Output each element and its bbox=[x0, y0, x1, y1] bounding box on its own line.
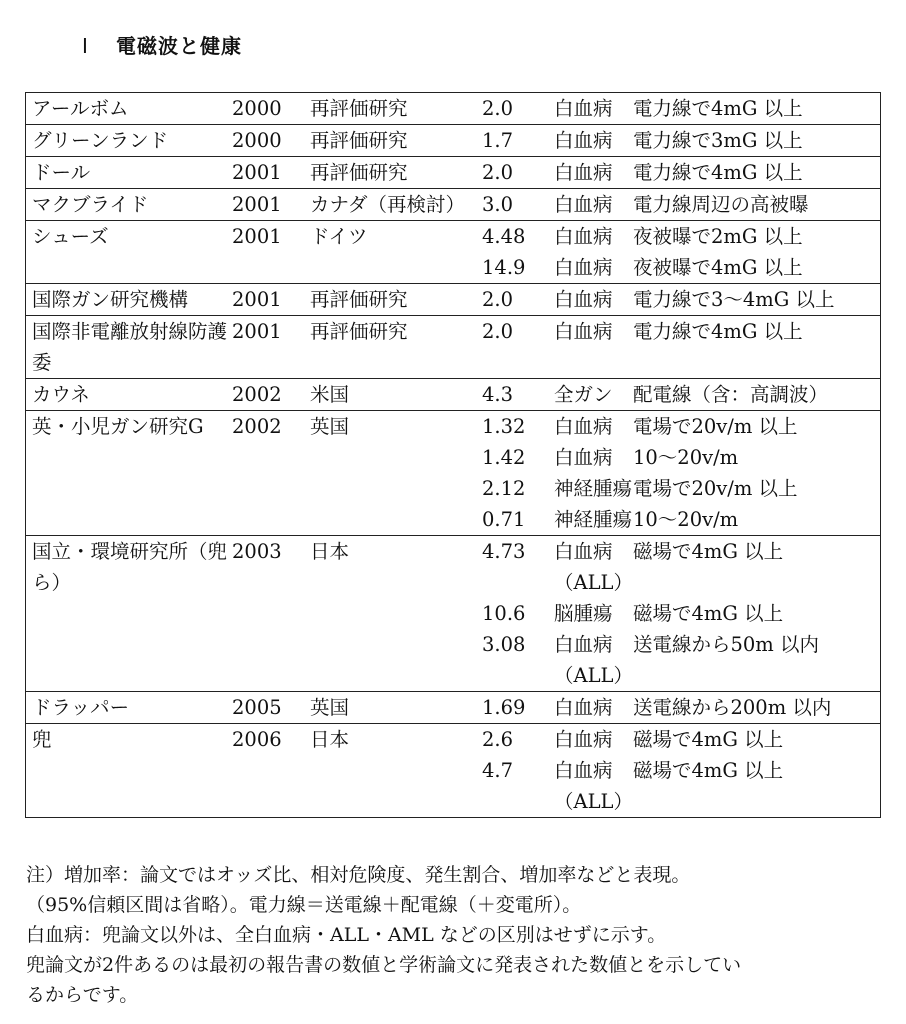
study-country: 日本 bbox=[310, 724, 482, 756]
study-author: 英・小児ガン研究G bbox=[26, 411, 233, 443]
study-year bbox=[232, 598, 310, 629]
exposure-condition: 電場で20v/m 以上 bbox=[632, 477, 798, 500]
table-row bbox=[26, 504, 881, 536]
table-row bbox=[26, 724, 881, 756]
exposure-condition: 送電線から50m 以内 bbox=[632, 633, 819, 656]
risk-ratio-value: 14.9 bbox=[482, 256, 526, 279]
table-row bbox=[26, 252, 881, 284]
exposure-condition: 夜被曝で2mG 以上 bbox=[633, 221, 881, 253]
table-row bbox=[26, 411, 881, 443]
disease-name: 白血病 bbox=[554, 221, 633, 253]
study-country bbox=[310, 755, 482, 818]
note-line: （95%信頼区間は省略）。電力線＝送電線＋配電線（＋変電所）。 bbox=[26, 894, 582, 916]
study-country bbox=[310, 252, 482, 284]
page-header bbox=[82, 30, 242, 59]
risk-ratio-value: 1.42 bbox=[482, 446, 526, 469]
study-country: 再評価研究 bbox=[310, 93, 482, 125]
disease-name: 白血病 bbox=[554, 316, 633, 379]
disease-name: 白血病 bbox=[554, 256, 613, 279]
table-row bbox=[26, 189, 881, 221]
table-row bbox=[26, 379, 881, 411]
study-country: カナダ（再検討） bbox=[310, 189, 482, 221]
study-year: 2001 bbox=[232, 316, 310, 379]
study-author: マクブライド bbox=[26, 189, 233, 221]
risk-ratio-value: 2.0 bbox=[482, 93, 554, 125]
exposure-condition: 磁場で4mG 以上 bbox=[633, 724, 881, 756]
study-year: 2001 bbox=[232, 189, 310, 221]
risk-ratio-value: 2.0 bbox=[482, 157, 554, 189]
study-country: 再評価研究 bbox=[310, 125, 482, 157]
risk-ratio-value: 1.7 bbox=[482, 125, 554, 157]
disease-name: 白血病 bbox=[554, 411, 633, 443]
exposure-condition: 配電線（含：高調波） bbox=[633, 379, 881, 411]
study-country: 日本 bbox=[310, 536, 482, 599]
study-country: ドイツ bbox=[310, 221, 482, 253]
table-row bbox=[26, 221, 881, 253]
study-author: ドラッパー bbox=[26, 692, 233, 724]
study-country: 再評価研究 bbox=[310, 157, 482, 189]
study-year bbox=[232, 442, 310, 473]
study-country bbox=[310, 442, 482, 473]
study-author: 国際ガン研究機構 bbox=[26, 284, 233, 316]
disease-name: 白血病 bbox=[554, 692, 633, 724]
table-row bbox=[26, 692, 881, 724]
disease-name: 神経腫瘍 bbox=[554, 477, 633, 500]
exposure-condition: 電力線で4mG 以上 bbox=[633, 93, 881, 125]
study-author: アールボム bbox=[26, 93, 233, 125]
disease-name: 白血病 bbox=[554, 189, 633, 221]
study-country: 再評価研究 bbox=[310, 284, 482, 316]
study-country: 英国 bbox=[310, 692, 482, 724]
study-year: 2002 bbox=[232, 379, 310, 411]
study-author bbox=[26, 473, 233, 504]
study-year: 2000 bbox=[232, 125, 310, 157]
table-row bbox=[26, 755, 881, 818]
study-year: 2000 bbox=[232, 93, 310, 125]
risk-ratio-value: 2.0 bbox=[482, 284, 554, 316]
risk-ratio-value: 1.32 bbox=[482, 411, 554, 443]
study-year: 2002 bbox=[232, 411, 310, 443]
study-author bbox=[26, 504, 233, 536]
study-country bbox=[310, 629, 482, 692]
risk-ratio-value: 2.6 bbox=[482, 724, 554, 756]
study-country: 米国 bbox=[310, 379, 482, 411]
exposure-condition: 磁場で4mG 以上 bbox=[633, 536, 881, 599]
study-year bbox=[232, 629, 310, 692]
study-author bbox=[26, 442, 233, 473]
note-line: 白血病：兜論文以外は、全白血病・ALL・AML などの区別はせずに示す。 bbox=[26, 924, 667, 946]
disease-name: 白血病 bbox=[554, 93, 633, 125]
study-year: 2001 bbox=[232, 221, 310, 253]
study-country bbox=[310, 504, 482, 536]
risk-ratio-value: 3.08 bbox=[482, 633, 526, 656]
study-author bbox=[26, 598, 233, 629]
table-row bbox=[26, 598, 881, 629]
study-year bbox=[232, 252, 310, 284]
table-row bbox=[26, 442, 881, 473]
study-author bbox=[26, 252, 233, 284]
studies-table-body bbox=[26, 93, 881, 818]
exposure-condition: 電力線で3mG 以上 bbox=[633, 125, 881, 157]
note-line: 兜論文が2件あるのは最初の報告書の数値と学術論文に発表された数値とを示してい bbox=[26, 954, 742, 976]
risk-ratio-value: 3.0 bbox=[482, 189, 554, 221]
exposure-condition: 電場で20v/m 以上 bbox=[633, 411, 881, 443]
study-author: ドール bbox=[26, 157, 233, 189]
risk-ratio-value: 2.0 bbox=[482, 316, 554, 379]
table-row bbox=[26, 473, 881, 504]
disease-name: 脳腫瘍 bbox=[554, 602, 613, 625]
study-year: 2001 bbox=[232, 284, 310, 316]
study-author: グリーンランド bbox=[26, 125, 233, 157]
study-author: カウネ bbox=[26, 379, 233, 411]
note-line: るからです。 bbox=[26, 984, 139, 1006]
study-country bbox=[310, 473, 482, 504]
study-author bbox=[26, 755, 233, 818]
study-year bbox=[232, 504, 310, 536]
study-author: 国際非電離放射線防護委 bbox=[26, 316, 233, 379]
disease-name: 全ガン bbox=[554, 379, 633, 411]
disease-name: 白血病（ALL） bbox=[554, 633, 633, 687]
epidemiology-studies-table bbox=[25, 92, 881, 818]
study-year: 2006 bbox=[232, 724, 310, 756]
study-year: 2003 bbox=[232, 536, 310, 599]
study-year: 2001 bbox=[232, 157, 310, 189]
exposure-condition: 夜被曝で4mG 以上 bbox=[632, 256, 803, 279]
exposure-condition: 10～20v/m bbox=[632, 508, 739, 531]
risk-ratio-value: 4.3 bbox=[482, 379, 554, 411]
study-author: シューズ bbox=[26, 221, 233, 253]
disease-name: 白血病 bbox=[554, 125, 633, 157]
study-country bbox=[310, 598, 482, 629]
table-notes bbox=[26, 860, 886, 1010]
table-row bbox=[26, 93, 881, 125]
study-country: 再評価研究 bbox=[310, 316, 482, 379]
exposure-condition: 磁場で4mG 以上 bbox=[632, 602, 784, 625]
exposure-condition: 磁場で4mG 以上 bbox=[632, 759, 784, 782]
exposure-condition: 10～20v/m bbox=[632, 446, 739, 469]
study-author: 兜 bbox=[26, 724, 233, 756]
risk-ratio-value: 4.7 bbox=[482, 759, 514, 782]
risk-ratio-value: 10.6 bbox=[482, 602, 526, 625]
table-row bbox=[26, 125, 881, 157]
disease-name: 神経腫瘍 bbox=[554, 508, 633, 531]
risk-ratio-value: 4.48 bbox=[482, 221, 554, 253]
disease-name: 白血病 bbox=[554, 157, 633, 189]
exposure-condition: 電力線で3～4mG 以上 bbox=[633, 284, 881, 316]
table-row bbox=[26, 157, 881, 189]
risk-ratio-value: 0.71 bbox=[482, 508, 526, 531]
risk-ratio-value: 4.73 bbox=[482, 536, 554, 599]
risk-ratio-value: 2.12 bbox=[482, 477, 526, 500]
table-row bbox=[26, 316, 881, 379]
disease-name: 白血病（ALL） bbox=[554, 536, 633, 599]
exposure-condition: 電力線周辺の高被曝 bbox=[633, 189, 881, 221]
section-number: Ⅰ bbox=[82, 34, 89, 58]
disease-name: 白血病 bbox=[554, 446, 613, 469]
disease-name: 白血病 bbox=[554, 284, 633, 316]
table-row bbox=[26, 536, 881, 599]
table-row bbox=[26, 629, 881, 692]
exposure-condition: 電力線で4mG 以上 bbox=[633, 316, 881, 379]
study-country: 英国 bbox=[310, 411, 482, 443]
section-title: 電磁波と健康 bbox=[116, 34, 242, 58]
note-line: 注）増加率：論文ではオッズ比、相対危険度、発生割合、増加率などと表現。 bbox=[26, 864, 691, 886]
study-author bbox=[26, 629, 233, 692]
exposure-condition: 電力線で4mG 以上 bbox=[633, 157, 881, 189]
study-year bbox=[232, 473, 310, 504]
table-row bbox=[26, 284, 881, 316]
study-year: 2005 bbox=[232, 692, 310, 724]
risk-ratio-value: 1.69 bbox=[482, 692, 554, 724]
study-year bbox=[232, 755, 310, 818]
exposure-condition: 送電線から200m 以内 bbox=[633, 692, 881, 724]
disease-name: 白血病（ALL） bbox=[554, 759, 633, 813]
disease-name: 白血病 bbox=[554, 724, 633, 756]
study-author: 国立・環境研究所（兜ら） bbox=[26, 536, 233, 599]
